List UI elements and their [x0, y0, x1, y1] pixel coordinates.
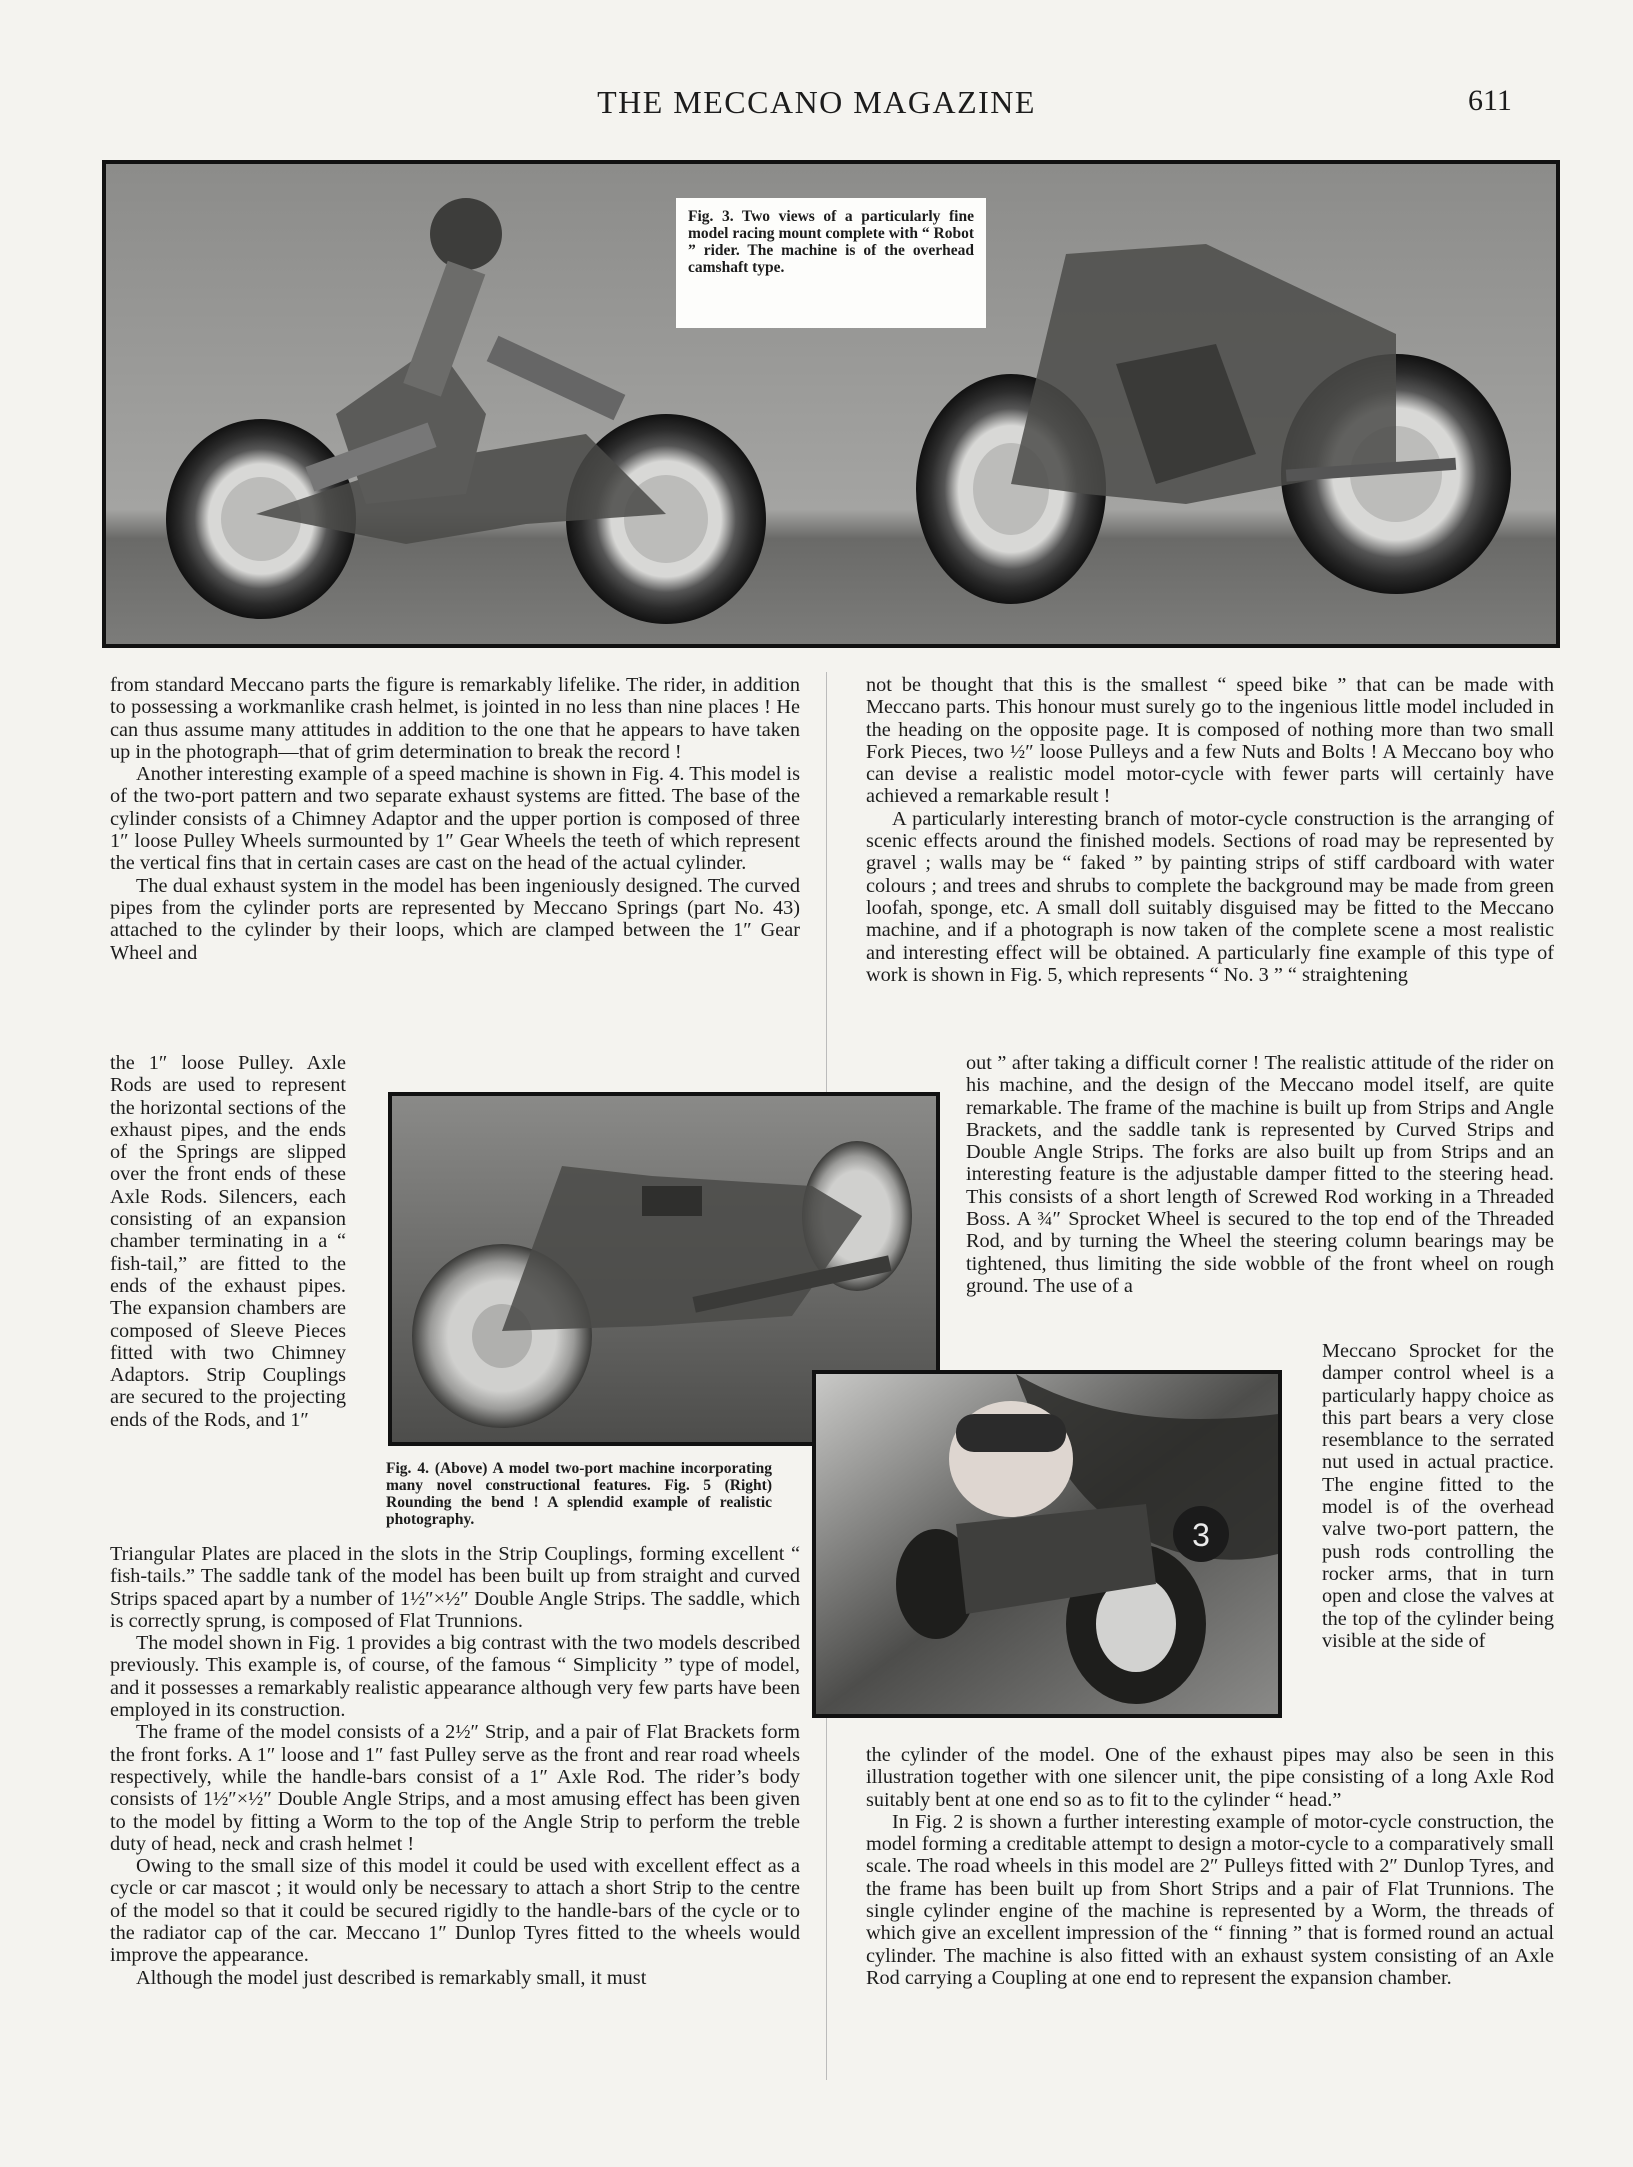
left-paragraph-2: Another interesting example of a speed machine is shown in Fig. 4. This model is of the two-port pattern and two separate exhaust systems are fitted. The base of the cylinder consists of a Chimney Adaptor and the upper portion is composed of three 1″ loose Pulley Wheels surmounted by 1″ Gear Wheels the teeth of which represent the vertical fins that in certain cases are cast on the head of the actual cylinder.	[110, 763, 800, 875]
left-paragraph-3: The dual exhaust system in the model has been ingeniously designed. The curved pipes from the cylinder ports are represented by Meccano Springs (part No. 43) attached to the cylinder by their loops, which are clamped between the 1″ Gear Wheel and	[110, 874, 800, 964]
page-number: 611	[1468, 84, 1512, 117]
left-column-bottom	[110, 1543, 800, 1989]
right-column-narrow: Meccano Sprocket for the damper control wheel is a particularly happy choice as this part bears a very close resemblance to the serrated nut used in actual practice. The engine fitted to the model is of the overhead valve two-port pattern, the push rods controlling the rocker arms, that in turn open and close the valves at the top of the cylinder being visible at the side of	[1322, 1340, 1554, 1652]
magazine-title: THE MECCANO MAGAZINE	[597, 84, 1036, 120]
right-column-bottom	[866, 1744, 1554, 1989]
right-paragraph-3: In Fig. 2 is shown a further interesting example of motor-cycle construction, the model forming a creditable attempt to design a motor-cycle to a comparatively small scale. The road wheels in this model are 2″ Pulleys fitted with 2″ Dunlop Tyres, and the frame has been built up from Short Strips and a pair of Flat Trunnions. The single cylinder engine of the machine is represented by a Worm, the threads of which give an excellent impression of the “ finning ” that is formed round an actual cylinder. The machine is also fitted with an exhaust system consisting of an Axle Rod carrying a Coupling at one end to represent the expansion chamber.	[866, 1810, 1554, 1989]
left-paragraph-4: The model shown in Fig. 1 provides a big contrast with the two models described previously. This example is, of course, of the famous “ Simplicity ” type of model, and it possesses a remarkably realistic appearance although very few parts have been employed in its construction.	[110, 1632, 800, 1722]
left-paragraph-5: The frame of the model consists of a 2½″ Strip, and a pair of Flat Brackets form the front forks. A 1″ loose and 1″ fast Pulley serve as the front and rear road wheels respectively, while the handle-bars consist of a 1″ Axle Rod. The rider’s body consists of 1½″×½″ Double Angle Strips, and a most amusing effect has been given to the model by fitting a Worm to the top of the Angle Strip to perform the treble duty of head, neck and crash helmet !	[110, 1721, 800, 1855]
left-column-narrow: the 1″ loose Pulley. Axle Rods are used to represent the horizontal sections of the exhaust pipes, and the ends of the Springs are slipped over the front ends of these Axle Rods. Silencers, each consisting of an expansion chamber terminating in a “ fish-tail,” are fitted to the ends of the exhaust pipes. The expansion chambers are composed of Sleeve Pieces fitted with two Chimney Adaptors. Strip Couplings are secured to the projecting ends of the Rods, and 1″	[110, 1052, 346, 1431]
race-number-badge: 3	[1192, 1517, 1210, 1553]
left-column-top	[110, 674, 800, 964]
fig5-rider-image	[816, 1374, 1278, 1714]
right-paragraph-1: not be thought that this is the smallest “ speed bike ” that can be made with Meccano parts. This honour must surely go to the ingenious little model included in the heading on the opposite page. It is composed of nothing more than two small Fork Pieces, two ½″ loose Pulleys and a few Nuts and Bolts ! A Meccano boy who can devise a realistic model motor-cycle with fewer parts will certainly have achieved a remarkable result !	[866, 674, 1554, 808]
right-column-top	[866, 674, 1554, 986]
right-paragraph-2-end: the cylinder of the model. One of the exhaust pipes may also be seen in this illustration together with one silencer unit, the pipe consisting of a long Axle Rod suitably bent at one end so as to fit to the cylinder “ head.”	[866, 1744, 1554, 1811]
left-paragraph-7: Although the model just described is remarkably small, it must	[136, 1966, 647, 1989]
right-paragraph-2: A particularly interesting branch of motor-cycle construction is the arranging of scenic effects around the finished models. Sections of road may be represented by gravel ; walls may be “ faked ” by painting strips of stiff cardboard with water colours ; and trees and shrubs to complete the background may be made from green loofah, sponge, etc. A small doll suitably disguised may be fitted to the Meccano machine, and if a photograph is now taken of the complete scene a most realistic and interesting effect will be obtained. A particularly fine example of this type of work is shown in Fig. 5, which represents “ No. 3 ” “ straightening	[866, 807, 1554, 986]
right-column-middle: out ” after taking a difficult corner ! The realistic attitude of the rider on his machine, and the design of the Meccano model itself, are quite remarkable. The frame of the machine is built up from Strips and Angle Brackets, and the saddle tank is represented by Curved Strips and Double Angle Strips. The forks are also built up from Strips and an interesting feature is the adjustable damper fitted to the steering head. This consists of a short length of Screwed Rod working in a Threaded Boss. A ¾″ Sprocket Wheel is secured to the top end of the Threaded Rod, and by turning the Wheel the steering column bearings may be tightened, thus limiting the side wobble of the front wheel on rough ground. The use of a	[966, 1052, 1554, 1297]
left-paragraph-3-end: Triangular Plates are placed in the slots in the Strip Couplings, forming excellent “ fish-tails.” The saddle tank of the model has been built up from straight and curved Strips spaced apart by a number of 1½″×½″ Double Angle Strips. The saddle, which is correctly sprung, is composed of Flat Trunnions.	[110, 1543, 800, 1632]
left-paragraph-6: Owing to the small size of this model it could be used with excellent effect as a cycle or car mascot ; it would only be necessary to attach a short Strip to the centre of the model so that it could be secured rigidly to the handle-bars of the cycle or to the radiator cap of the car. Meccano 1″ Dunlop Tyres fitted to the wheels would improve the appearance.	[110, 1855, 800, 1967]
fig3-caption: Fig. 3. Two views of a particularly fine model racing mount complete with “ Robot ” rider. The machine is of the overhead camshaft type.	[676, 198, 986, 328]
fig4-caption: Fig. 4. (Above) A model two-port machine incorporating many novel constructional features. Fig. 5 (Right) Rounding the bend ! A splendid example of realistic photography.	[386, 1460, 772, 1528]
left-paragraph-1: from standard Meccano parts the figure is remarkably lifelike. The rider, in addition to possessing a workmanlike crash helmet, is jointed in no less than nine places ! He can thus assume many attitudes in addition to the one that he appears to have taken up in the photograph—that of grim determination to break the record !	[110, 674, 800, 763]
fig5-photo	[812, 1370, 1282, 1718]
